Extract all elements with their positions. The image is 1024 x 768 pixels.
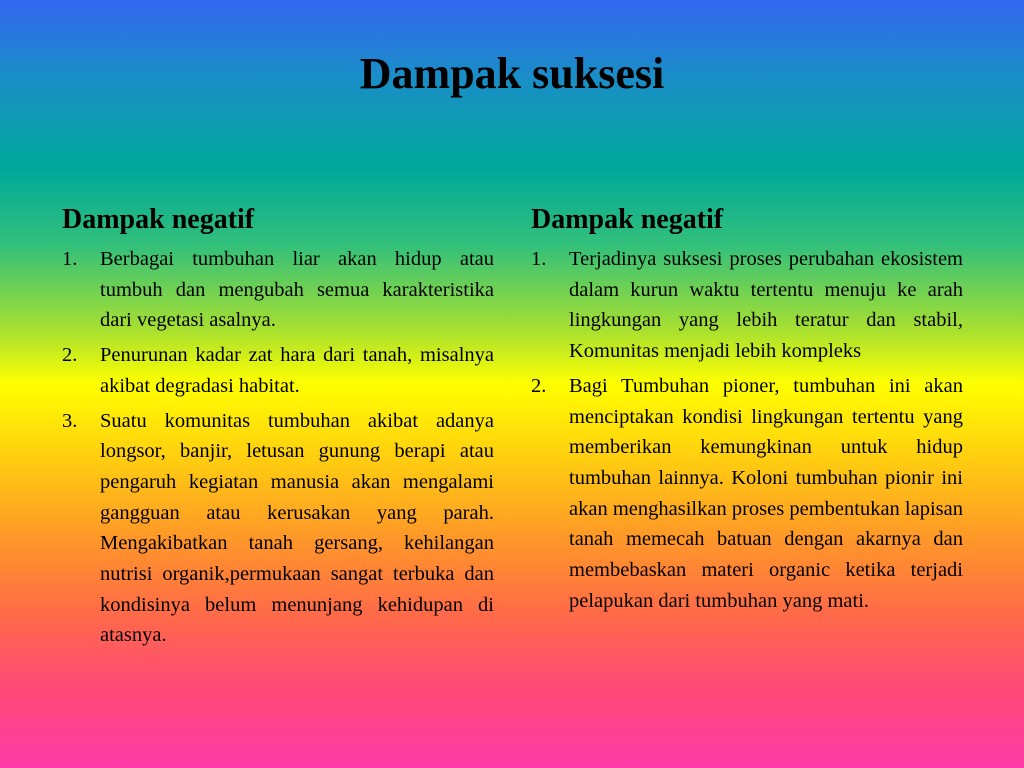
item-text: Berbagai tumbuhan liar akan hidup atau tumbuh dan mengubah semua karakteristika dari vegetasi asalnya. — [100, 248, 494, 332]
list-item — [62, 406, 494, 652]
left-column-heading: Dampak negatif — [62, 204, 255, 235]
item-number: 3. — [62, 409, 78, 432]
left-column — [62, 200, 494, 655]
item-text: Bagi Tumbuhan pioner, tumbuhan ini akan menciptakan kondisi lingkungan tertentu yang memberikan kemungkinan untuk hidup tumbuhan lainnya. Koloni tumbuhan pionir ini akan menghasilkan proses pembentukan lapisan tanah memecah batuan dengan akarnya dan membebaskan materi organic ketika terjadi pelapukan dari tumbuhan yang mati. — [569, 374, 963, 612]
list-item — [62, 340, 494, 401]
right-column-heading: Dampak negatif — [531, 204, 724, 235]
list-item — [62, 244, 494, 336]
item-number: 1. — [531, 248, 547, 270]
left-item-list — [62, 244, 494, 651]
item-number: 2. — [62, 344, 78, 367]
item-text: Terjadinya suksesi proses perubahan ekosistem dalam kurun waktu tertentu menuju ke arah lingkungan yang lebih teratur dan stabil, Komunitas menjadi lebih kompleks — [569, 248, 963, 363]
item-number: 2. — [531, 374, 547, 397]
list-item — [531, 244, 963, 367]
right-column — [531, 200, 963, 620]
list-item — [531, 371, 963, 617]
item-number: 1. — [62, 248, 78, 270]
right-item-list — [531, 244, 963, 616]
slide-title: Dampak suksesi — [359, 49, 665, 98]
item-text: Suatu komunitas tumbuhan akibat adanya longsor, banjir, letusan gunung berapi atau pengaruh kegiatan manusia akan mengalami gangguan atau kerusakan yang parah. Mengakibatkan tanah gersang, kehilangan nutrisi organik,permukaan sangat terbuka dan kondisinya belum menunjang kehidupan di atasnya. — [100, 409, 494, 647]
item-text: Penurunan kadar zat hara dari tanah, misalnya akibat degradasi habitat. — [100, 344, 494, 397]
